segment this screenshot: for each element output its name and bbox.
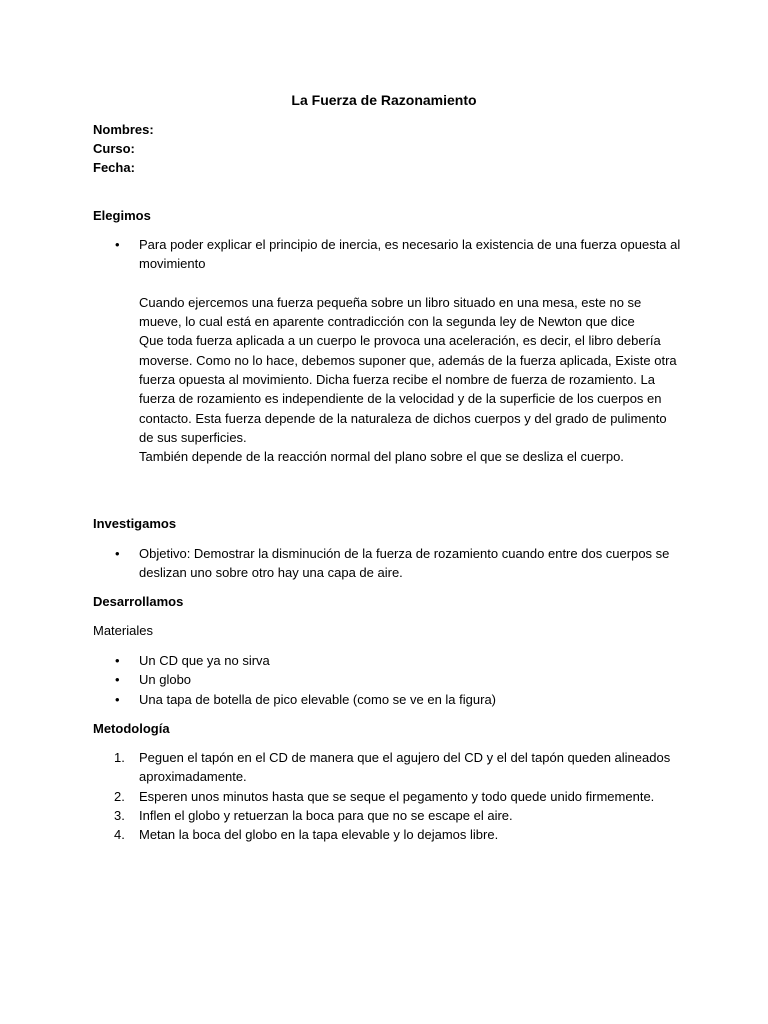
list-item	[93, 651, 693, 670]
material-text: Un globo	[139, 672, 192, 688]
bullet-icon: •	[115, 653, 120, 668]
student-info	[93, 120, 154, 177]
bullet-icon: •	[115, 672, 120, 688]
step-text: Inflen el globo y retuerzan la boca para que no se escape el aire.	[139, 807, 513, 823]
list-item	[93, 825, 693, 844]
materiales-list	[93, 651, 693, 709]
section-heading-metodologia: Metodología	[93, 721, 170, 736]
list-item	[93, 670, 693, 689]
step-text: Peguen el tapón en el CD de manera que el agujero del CD y el del tapón queden alineados aproximadamente.	[139, 750, 671, 785]
material-text: Un CD que ya no sirva	[139, 653, 270, 668]
step-number: 2.	[114, 788, 125, 804]
elegimos-content	[93, 235, 693, 467]
list-item	[93, 806, 693, 825]
investigamos-content	[93, 544, 693, 583]
step-text: Metan la boca del globo en la tapa elevable y lo dejamos libre.	[139, 827, 499, 843]
paragraph: contacto. Esta fuerza depende de la naturaleza de dichos cuerpos y del grado de pulimento de sus superficies.	[139, 410, 667, 445]
paragraph: También depende de la reacción normal del plano sobre el que se desliza el cuerpo.	[139, 449, 624, 465]
list-item	[93, 544, 693, 583]
paragraph: Que toda fuerza aplicada a un cuerpo le provoca una aceleración, es decir, el libro debería moverse. Como no lo hace, debemos suponer que, además de la fuerza aplicada, Existe otra fuerza opuesta al movimiento. Dicha fuerza recibe el nombre de fuerza de rozamiento. La fuerza de rozamiento es independiente de la velocidad y de la superficie de los cuerpos en	[139, 333, 677, 407]
fecha-label: Fecha:	[93, 160, 135, 175]
material-text: Una tapa de botella de pico elevable (como se ve en la figura)	[139, 691, 496, 707]
step-number: 1.	[114, 750, 125, 765]
list-item	[93, 690, 693, 709]
bullet-icon: •	[115, 691, 120, 707]
list-item	[93, 235, 693, 274]
section-heading-desarrollamos: Desarrollamos	[93, 594, 184, 609]
paragraph: Cuando ejercemos una fuerza pequeña sobre un libro situado en una mesa, este no se mueve, lo cual está en aparente contradicción con la segunda ley de Newton que dice	[139, 294, 642, 330]
step-number: 4.	[114, 827, 125, 843]
list-item	[93, 787, 693, 806]
bullet-icon: •	[115, 546, 120, 561]
document-title: La Fuerza de Razonamiento	[291, 92, 477, 108]
section-heading-investigamos: Investigamos	[93, 516, 177, 531]
step-text: Esperen unos minutos hasta que se seque el pegamento y todo quede unido firmemente.	[139, 788, 655, 804]
list-item	[93, 748, 693, 787]
metodologia-list	[93, 748, 693, 844]
elegimos-bullet-text: Para poder explicar el principio de inercia, es necesario la existencia de una fuerza opuesta al movimiento	[139, 237, 681, 272]
curso-label: Curso:	[93, 141, 135, 156]
materiales-label: Materiales	[93, 623, 153, 638]
nombres-label: Nombres:	[93, 122, 154, 137]
section-heading-elegimos: Elegimos	[93, 208, 151, 223]
step-number: 3.	[114, 807, 125, 823]
objetivo-text: Objetivo: Demostrar la disminución de la fuerza de rozamiento cuando entre dos cuerpos se deslizan uno sobre otro hay una capa de aire.	[139, 546, 670, 581]
bullet-icon: •	[115, 237, 120, 252]
